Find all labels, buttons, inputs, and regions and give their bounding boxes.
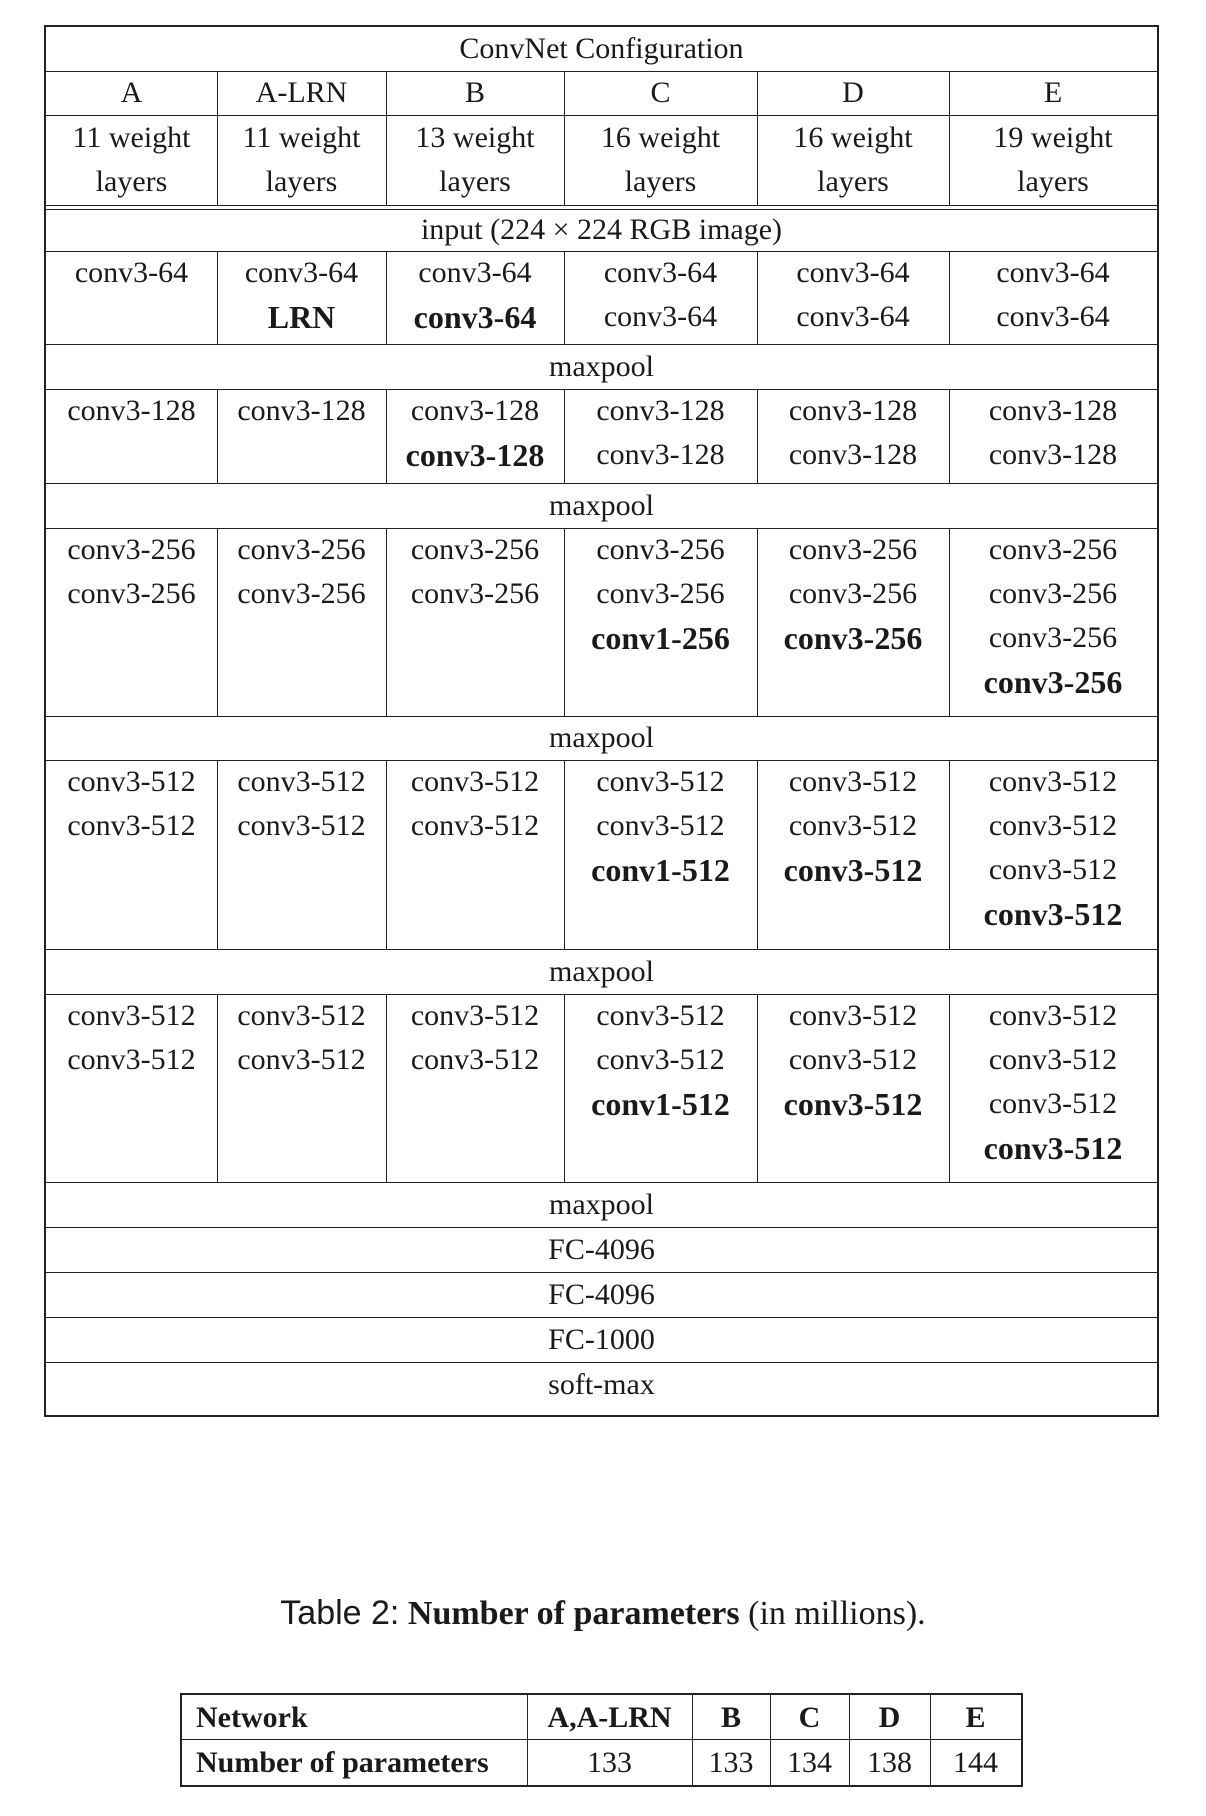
column-depth — [217, 116, 386, 204]
layer-label: conv3-512 — [237, 999, 366, 1032]
depth-line: layers — [624, 165, 697, 198]
convnet-configuration-table — [44, 25, 1159, 1417]
layer-label: conv3-64 — [74, 256, 189, 289]
layer-cell — [46, 994, 217, 1082]
layer-label: conv3-512 — [988, 1087, 1118, 1120]
layer-cell — [564, 994, 757, 1126]
header-col-divider — [949, 71, 950, 205]
layer-cell — [949, 528, 1157, 704]
parameters-table — [180, 1693, 1023, 1787]
input-row: input (224 × 224 RGB image) — [420, 213, 783, 246]
layer-cell — [949, 994, 1157, 1170]
layer-label: conv3-512 — [783, 852, 923, 888]
params-value-cell: 144 — [953, 1746, 998, 1779]
column-header — [46, 71, 217, 115]
caption-bold: Number of parameters — [407, 1595, 740, 1632]
depth-line: 16 weight — [600, 121, 721, 154]
layer-label: conv3-64 — [244, 256, 359, 289]
depth-line: 19 weight — [993, 121, 1113, 154]
layer-label: conv3-512 — [783, 1086, 923, 1122]
block-0-col-divider — [564, 251, 565, 344]
layer-cell — [757, 994, 949, 1126]
layer-label: conv3-256 — [788, 577, 918, 610]
fc-row: FC-1000 — [548, 1323, 655, 1356]
layer-cell — [46, 528, 217, 616]
params-header-cell: E — [965, 1701, 986, 1734]
layer-label: conv3-128 — [67, 394, 196, 427]
params-value-cell: 134 — [787, 1746, 832, 1779]
block-3-col-divider — [564, 760, 565, 949]
block-1-col-divider — [564, 389, 565, 483]
layer-label: conv3-256 — [67, 577, 196, 610]
params-col-divider — [770, 1695, 771, 1785]
block-3-col-divider — [217, 760, 218, 949]
params-header-cell: A,A-LRN — [547, 1701, 672, 1734]
params-header-cell: D — [878, 1701, 901, 1734]
layer-cell — [46, 251, 217, 295]
layer-cell — [386, 760, 564, 848]
layer-label: conv1-256 — [591, 620, 730, 656]
block-0-col-divider — [757, 251, 758, 344]
params-value-cell: Number of parameters — [196, 1746, 489, 1779]
layer-label: conv3-256 — [988, 621, 1118, 654]
layer-cell — [386, 251, 564, 339]
table-2-caption — [0, 1594, 1206, 1633]
layer-label: conv3-256 — [988, 577, 1118, 610]
layer-label: conv3-512 — [410, 765, 540, 798]
column-id: E — [1043, 76, 1063, 109]
layer-label: conv3-512 — [237, 809, 366, 842]
layer-label: conv3-512 — [596, 1043, 725, 1076]
params-col-divider — [930, 1695, 931, 1785]
layer-label: conv3-512 — [67, 999, 196, 1032]
layer-label: conv3-128 — [410, 394, 540, 427]
layer-label: conv3-256 — [596, 577, 725, 610]
column-id: B — [464, 76, 485, 109]
layer-label: conv3-64 — [996, 256, 1110, 289]
layer-cell — [757, 389, 949, 477]
block-4-col-divider — [564, 994, 565, 1182]
params-row-divider — [182, 1739, 1021, 1740]
layer-cell — [46, 389, 217, 433]
layer-label: conv3-128 — [988, 438, 1118, 471]
depth-line: layers — [95, 165, 168, 198]
layer-cell — [757, 760, 949, 892]
layer-cell — [757, 528, 949, 660]
layer-label: conv3-64 — [603, 256, 718, 289]
header-col-divider — [386, 71, 387, 205]
fc-row: FC-4096 — [548, 1233, 655, 1266]
maxpool-row: maxpool — [549, 350, 654, 383]
column-depth — [564, 116, 757, 204]
layer-label: conv3-512 — [788, 765, 918, 798]
fc-row: soft-max — [548, 1368, 655, 1401]
layer-label: conv3-64 — [418, 256, 532, 289]
layer-cell — [949, 389, 1157, 477]
layer-label: conv3-128 — [237, 394, 366, 427]
layer-label: conv3-64 — [413, 299, 537, 335]
fc-row: FC-4096 — [548, 1278, 655, 1311]
layer-label: conv3-128 — [596, 394, 725, 427]
params-value-cell: 133 — [587, 1746, 632, 1779]
layer-cell — [564, 760, 757, 892]
block-1-col-divider — [757, 389, 758, 483]
column-depth — [757, 116, 949, 204]
params-col-divider — [849, 1695, 850, 1785]
layer-label: conv3-128 — [988, 394, 1118, 427]
layer-label: conv3-512 — [988, 999, 1118, 1032]
table-title: ConvNet Configuration — [459, 32, 744, 65]
layer-label: conv1-512 — [591, 852, 730, 888]
layer-label: conv3-512 — [788, 1043, 918, 1076]
layer-label: conv3-512 — [596, 809, 725, 842]
layer-label: conv3-512 — [988, 809, 1118, 842]
block-2-col-divider — [949, 528, 950, 716]
depth-line: layers — [265, 165, 338, 198]
layer-label: conv1-512 — [591, 1086, 730, 1122]
layer-label: conv3-512 — [410, 809, 540, 842]
maxpool-row: maxpool — [549, 721, 654, 754]
params-header-cell: C — [798, 1701, 821, 1734]
block-3-col-divider — [386, 760, 387, 949]
layer-label: conv3-128 — [405, 437, 545, 473]
layer-label: conv3-512 — [788, 999, 918, 1032]
block-4-col-divider — [386, 994, 387, 1182]
layer-label: conv3-512 — [788, 809, 918, 842]
params-col-divider — [692, 1695, 693, 1785]
maxpool-row: maxpool — [549, 1188, 654, 1221]
column-header — [386, 71, 564, 115]
layer-label: conv3-512 — [988, 1043, 1118, 1076]
params-header-cell: B — [720, 1701, 741, 1734]
block-2-col-divider — [386, 528, 387, 716]
layer-label: conv3-64 — [996, 300, 1110, 333]
layer-cell — [386, 994, 564, 1082]
layer-label: conv3-512 — [983, 1130, 1123, 1166]
layer-cell — [46, 760, 217, 848]
depth-line: 13 weight — [415, 121, 535, 154]
column-depth — [949, 116, 1157, 204]
column-header — [564, 71, 757, 115]
layer-label: conv3-512 — [237, 765, 366, 798]
column-header — [949, 71, 1157, 115]
layer-label: conv3-64 — [796, 256, 910, 289]
column-depth — [386, 116, 564, 204]
column-id: C — [650, 76, 671, 109]
layer-cell — [217, 994, 386, 1082]
depth-line: layers — [817, 165, 889, 198]
header-col-divider — [217, 71, 218, 205]
layer-label: conv3-256 — [410, 533, 540, 566]
layer-label: conv3-128 — [788, 394, 918, 427]
block-3-col-divider — [949, 760, 950, 949]
column-id: A-LRN — [255, 76, 348, 109]
layer-cell — [386, 528, 564, 616]
params-value-cell: 133 — [708, 1746, 754, 1779]
layer-cell — [564, 251, 757, 339]
layer-label: conv3-512 — [67, 809, 196, 842]
layer-label: conv3-256 — [783, 620, 923, 656]
block-1-col-divider — [217, 389, 218, 483]
depth-line: 11 weight — [242, 121, 361, 154]
header-col-divider — [564, 71, 565, 205]
block-4-col-divider — [949, 994, 950, 1182]
maxpool-row: maxpool — [549, 489, 654, 522]
layer-cell — [949, 251, 1157, 339]
layer-label: conv3-256 — [67, 533, 196, 566]
layer-label: conv3-256 — [237, 577, 366, 610]
layer-label: LRN — [267, 299, 336, 335]
layer-label: conv3-512 — [596, 765, 725, 798]
block-2-col-divider — [757, 528, 758, 716]
layer-label: conv3-512 — [988, 853, 1118, 886]
column-header — [757, 71, 949, 115]
params-header-cell: Network — [196, 1701, 308, 1734]
layer-label: conv3-256 — [788, 533, 918, 566]
maxpool-row: maxpool — [549, 955, 654, 988]
layer-label: conv3-256 — [237, 533, 366, 566]
caption-label: Table 2: — [280, 1594, 400, 1632]
layer-label: conv3-512 — [237, 1043, 366, 1076]
layer-cell — [564, 528, 757, 660]
column-depth — [46, 116, 217, 204]
layer-label: conv3-128 — [596, 438, 725, 471]
block-2-col-divider — [217, 528, 218, 716]
block-1-col-divider — [386, 389, 387, 483]
layer-label: conv3-128 — [788, 438, 918, 471]
layer-cell — [949, 760, 1157, 936]
depth-line: layers — [439, 165, 511, 198]
block-4-col-divider — [217, 994, 218, 1182]
layer-cell — [217, 389, 386, 433]
layer-label: conv3-256 — [983, 664, 1123, 700]
layer-label: conv3-512 — [410, 999, 540, 1032]
layer-label: conv3-512 — [988, 765, 1118, 798]
block-1-col-divider — [949, 389, 950, 483]
layer-label: conv3-512 — [596, 999, 725, 1032]
layer-cell — [564, 389, 757, 477]
layer-cell — [757, 251, 949, 339]
layer-label: conv3-512 — [410, 1043, 540, 1076]
depth-line: 16 weight — [793, 121, 913, 154]
layer-cell — [217, 760, 386, 848]
column-id: A — [120, 76, 143, 109]
block-2-col-divider — [564, 528, 565, 716]
column-id: D — [842, 76, 864, 109]
layer-label: conv3-512 — [67, 1043, 196, 1076]
block-0-col-divider — [217, 251, 218, 344]
layer-label: conv3-64 — [603, 300, 718, 333]
layer-label: conv3-256 — [410, 577, 540, 610]
block-0-col-divider — [949, 251, 950, 344]
layer-label: conv3-256 — [596, 533, 725, 566]
layer-cell — [217, 251, 386, 339]
layer-label: conv3-512 — [983, 896, 1123, 932]
layer-cell — [386, 389, 564, 477]
depth-line: 11 weight — [72, 121, 191, 154]
layer-label: conv3-256 — [988, 533, 1118, 566]
block-3-col-divider — [757, 760, 758, 949]
column-header — [217, 71, 386, 115]
layer-cell — [217, 528, 386, 616]
header-col-divider — [757, 71, 758, 205]
depth-line: layers — [1017, 165, 1089, 198]
params-value-cell: 138 — [867, 1746, 912, 1779]
params-col-divider — [527, 1695, 528, 1785]
block-4-col-divider — [757, 994, 758, 1182]
layer-label: conv3-64 — [796, 300, 910, 333]
caption-rest: (in millions). — [748, 1595, 926, 1632]
block-0-col-divider — [386, 251, 387, 344]
layer-label: conv3-512 — [67, 765, 196, 798]
